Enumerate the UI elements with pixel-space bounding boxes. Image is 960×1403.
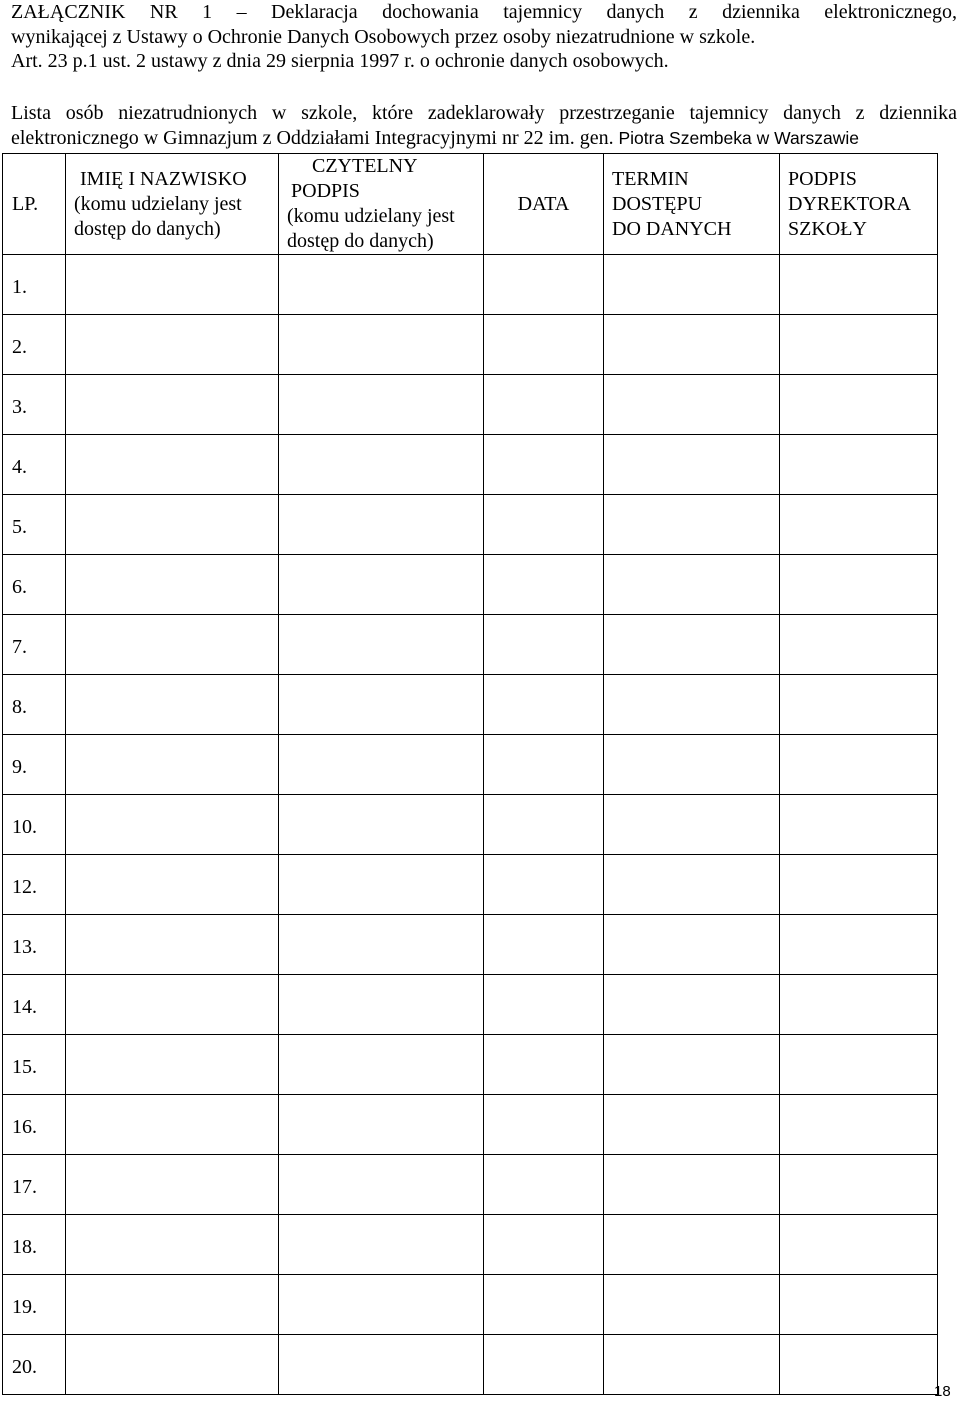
page-number: 18 — [934, 1383, 951, 1400]
date-cell[interactable] — [484, 435, 604, 495]
row-number-cell: 1. — [3, 255, 66, 315]
signature-cell[interactable] — [279, 375, 484, 435]
term-cell[interactable] — [604, 1275, 780, 1335]
row-number-cell: 4. — [3, 435, 66, 495]
signature-cell[interactable] — [279, 495, 484, 555]
name-cell[interactable] — [66, 1215, 279, 1275]
date-cell[interactable] — [484, 315, 604, 375]
table-row — [3, 375, 938, 435]
director-signature-cell[interactable] — [780, 1335, 938, 1395]
row-number-cell: 15. — [3, 1035, 66, 1095]
date-cell[interactable] — [484, 1155, 604, 1215]
director-signature-cell[interactable] — [780, 1155, 938, 1215]
date-cell[interactable] — [484, 1215, 604, 1275]
signature-cell[interactable] — [279, 735, 484, 795]
row-number-cell: 17. — [3, 1155, 66, 1215]
name-cell[interactable] — [66, 375, 279, 435]
table-row — [3, 915, 938, 975]
term-cell[interactable] — [604, 615, 780, 675]
term-cell[interactable] — [604, 795, 780, 855]
term-cell[interactable] — [604, 735, 780, 795]
name-cell[interactable] — [66, 1035, 279, 1095]
director-signature-cell[interactable] — [780, 1275, 938, 1335]
date-cell[interactable] — [484, 1035, 604, 1095]
signature-cell[interactable] — [279, 795, 484, 855]
director-signature-cell[interactable] — [780, 435, 938, 495]
name-cell[interactable] — [66, 435, 279, 495]
intro-line-1: Lista osób niezatrudnionych w szkole, które zadeklarowały przestrzeganie tajemnicy danych z dziennika — [11, 102, 957, 124]
signature-cell[interactable] — [279, 615, 484, 675]
name-cell[interactable] — [66, 855, 279, 915]
director-signature-cell[interactable] — [780, 735, 938, 795]
table-row — [3, 795, 938, 855]
row-number-cell: 5. — [3, 495, 66, 555]
date-cell[interactable] — [484, 975, 604, 1035]
signature-cell[interactable] — [279, 675, 484, 735]
director-signature-cell[interactable] — [780, 975, 938, 1035]
table-row — [3, 1335, 938, 1395]
director-signature-cell[interactable] — [780, 495, 938, 555]
name-cell[interactable] — [66, 495, 279, 555]
row-number-cell: 14. — [3, 975, 66, 1035]
table-row — [3, 1155, 938, 1215]
director-signature-cell[interactable] — [780, 855, 938, 915]
intro-line-2 — [11, 126, 957, 151]
name-cell[interactable] — [66, 1095, 279, 1155]
heading-line-3: Art. 23 p.1 ust. 2 ustawy z dnia 29 sierpnia 1997 r. o ochronie danych osobowych. — [11, 50, 669, 72]
date-cell[interactable] — [484, 675, 604, 735]
term-cell[interactable] — [604, 975, 780, 1035]
director-signature-cell[interactable] — [780, 675, 938, 735]
signature-cell[interactable] — [279, 1155, 484, 1215]
row-number-cell: 16. — [3, 1095, 66, 1155]
table-row — [3, 555, 938, 615]
name-cell[interactable] — [66, 255, 279, 315]
term-cell[interactable] — [604, 1095, 780, 1155]
row-number-cell: 6. — [3, 555, 66, 615]
term-cell[interactable] — [604, 1215, 780, 1275]
signature-cell[interactable] — [279, 915, 484, 975]
date-cell[interactable] — [484, 1275, 604, 1335]
table-row — [3, 735, 938, 795]
term-cell[interactable] — [604, 375, 780, 435]
header-lp: LP. — [3, 154, 66, 255]
term-cell[interactable] — [604, 675, 780, 735]
date-cell[interactable] — [484, 1335, 604, 1395]
name-cell[interactable] — [66, 1155, 279, 1215]
name-cell[interactable] — [66, 675, 279, 735]
table-row — [3, 1095, 938, 1155]
intro-line-2a: elektronicznego w Gimnazjum z Oddziałami Integracyjnymi nr 22 im. gen. — [11, 126, 614, 149]
table-body — [3, 255, 938, 1395]
name-cell[interactable] — [66, 795, 279, 855]
date-cell[interactable] — [484, 615, 604, 675]
term-cell[interactable] — [604, 1155, 780, 1215]
row-number-cell: 9. — [3, 735, 66, 795]
row-number-cell: 10. — [3, 795, 66, 855]
intro-paragraph — [11, 101, 957, 150]
date-cell[interactable] — [484, 555, 604, 615]
row-number-cell: 19. — [3, 1275, 66, 1335]
director-signature-cell[interactable] — [780, 555, 938, 615]
table-row — [3, 495, 938, 555]
date-cell[interactable] — [484, 735, 604, 795]
director-signature-cell[interactable] — [780, 1095, 938, 1155]
name-cell[interactable] — [66, 975, 279, 1035]
name-cell[interactable] — [66, 915, 279, 975]
name-cell[interactable] — [66, 735, 279, 795]
term-cell[interactable] — [604, 315, 780, 375]
date-cell[interactable] — [484, 915, 604, 975]
name-cell[interactable] — [66, 315, 279, 375]
header-signature: CZYTELNY PODPIS (komu udzielany jest dostęp do danych) — [279, 154, 484, 255]
signature-cell[interactable] — [279, 435, 484, 495]
table-row — [3, 315, 938, 375]
table-row — [3, 615, 938, 675]
term-cell[interactable] — [604, 1335, 780, 1395]
signature-cell[interactable] — [279, 975, 484, 1035]
term-cell[interactable] — [604, 555, 780, 615]
signature-cell[interactable] — [279, 1215, 484, 1275]
table-header-row — [3, 154, 938, 255]
term-cell[interactable] — [604, 255, 780, 315]
date-cell[interactable] — [484, 855, 604, 915]
date-cell[interactable] — [484, 495, 604, 555]
director-signature-cell[interactable] — [780, 1035, 938, 1095]
name-cell[interactable] — [66, 555, 279, 615]
table-row — [3, 435, 938, 495]
term-cell[interactable] — [604, 1035, 780, 1095]
director-signature-cell[interactable] — [780, 1215, 938, 1275]
declaration-table — [2, 153, 938, 1395]
signature-cell[interactable] — [279, 315, 484, 375]
document-heading — [11, 0, 957, 74]
term-cell[interactable] — [604, 915, 780, 975]
header-director-signature: PODPIS DYREKTORA SZKOŁY — [780, 154, 938, 255]
date-cell[interactable] — [484, 1095, 604, 1155]
date-cell[interactable] — [484, 255, 604, 315]
table-row — [3, 975, 938, 1035]
header-date: DATA — [484, 154, 604, 255]
table-row — [3, 255, 938, 315]
signature-cell[interactable] — [279, 1275, 484, 1335]
row-number-cell: 7. — [3, 615, 66, 675]
name-cell[interactable] — [66, 615, 279, 675]
date-cell[interactable] — [484, 375, 604, 435]
term-cell[interactable] — [604, 435, 780, 495]
row-number-cell: 20. — [3, 1335, 66, 1395]
table-row — [3, 1035, 938, 1095]
signature-cell[interactable] — [279, 855, 484, 915]
row-number-cell: 3. — [3, 375, 66, 435]
signature-cell[interactable] — [279, 255, 484, 315]
signature-cell[interactable] — [279, 1095, 484, 1155]
director-signature-cell[interactable] — [780, 795, 938, 855]
table-row — [3, 1275, 938, 1335]
name-cell[interactable] — [66, 1275, 279, 1335]
row-number-cell: 12. — [3, 855, 66, 915]
row-number-cell: 13. — [3, 915, 66, 975]
signature-cell[interactable] — [279, 1035, 484, 1095]
table-row — [3, 855, 938, 915]
row-number-cell: 8. — [3, 675, 66, 735]
term-cell[interactable] — [604, 855, 780, 915]
director-signature-cell[interactable] — [780, 915, 938, 975]
row-number-cell: 18. — [3, 1215, 66, 1275]
row-number-cell: 2. — [3, 315, 66, 375]
signature-cell[interactable] — [279, 555, 484, 615]
director-signature-cell[interactable] — [780, 375, 938, 435]
director-signature-cell[interactable] — [780, 315, 938, 375]
director-signature-cell[interactable] — [780, 255, 938, 315]
table-row — [3, 675, 938, 735]
heading-line-1: ZAŁĄCZNIK NR 1 – Deklaracja dochowania tajemnicy danych z dziennika elektronicznego, — [11, 1, 957, 23]
date-cell[interactable] — [484, 795, 604, 855]
signature-cell[interactable] — [279, 1335, 484, 1395]
intro-line-2b: Piotra Szembeka w Warszawie — [613, 127, 859, 148]
header-name: IMIĘ I NAZWISKO (komu udzielany jest dostęp do danych) — [66, 154, 279, 255]
heading-line-2: wynikającej z Ustawy o Ochronie Danych Osobowych przez osoby niezatrudnione w szkole. — [11, 25, 756, 48]
header-term: TERMIN DOSTĘPU DO DANYCH — [604, 154, 780, 255]
term-cell[interactable] — [604, 495, 780, 555]
name-cell[interactable] — [66, 1335, 279, 1395]
table-row — [3, 1215, 938, 1275]
director-signature-cell[interactable] — [780, 615, 938, 675]
